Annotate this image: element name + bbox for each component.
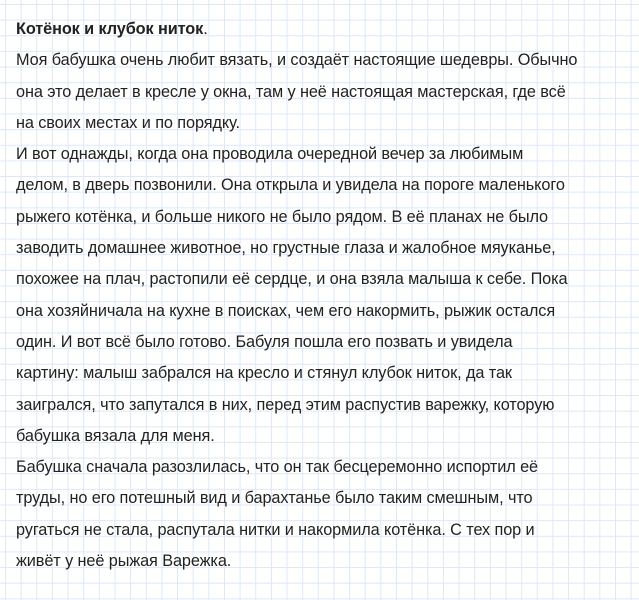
text-line: заигрался, что запутался в них, перед этим распустив варежку, которую — [16, 395, 555, 414]
text-line: картину: малыш забрался на кресло и стянул клубок ниток, да так — [16, 364, 512, 383]
text-line: ругаться не стала, распутала нитки и накормила котёнка. С тех пор и — [16, 520, 535, 539]
text-line: труды, но его потешный вид и барахтанье было таким смешным, что — [16, 489, 533, 508]
title-period: . — [203, 20, 208, 38]
document-body — [16, 45, 636, 577]
title-text: Котёнок и клубок ниток — [16, 20, 204, 38]
text-line: заводить домашнее животное, но грустные глаза и жалобное мяуканье, — [16, 239, 556, 258]
text-line: Моя бабушка очень любит вязать, и создаёт настоящие шедевры. Обычно — [16, 51, 578, 70]
text-line: она хозяйничала на кухне в поисках, чем его накормить, рыжик остался — [16, 301, 556, 320]
text-line: живёт у неё рыжая Варежка. — [16, 552, 232, 571]
document — [16, 14, 636, 577]
text-line: И вот однажды, когда она проводила очередной вечер за любимым — [16, 145, 524, 164]
text-line: на своих местах и по порядку. — [16, 113, 240, 132]
text-line: бабушка вязала для меня. — [16, 426, 215, 445]
text-line: Бабушка сначала разозлилась, что он так бесцеремонно испортил её — [16, 458, 539, 477]
text-line: она это делает в кресле у окна, там у неё настоящая мастерская, где всё — [16, 82, 566, 101]
text-line: один. И вот всё было готово. Бабуля пошла его позвать и увидела — [16, 332, 513, 351]
text-line: рыжего котёнка, и больше никого не было рядом. В её планах не было — [16, 207, 548, 226]
text-line: делом, в дверь позвонили. Она открыла и увидела на пороге маленького — [16, 176, 565, 195]
document-title — [16, 14, 636, 45]
text-line: похожее на плач, растопили её сердце, и она взяла малыша к себе. Пока — [16, 270, 568, 289]
